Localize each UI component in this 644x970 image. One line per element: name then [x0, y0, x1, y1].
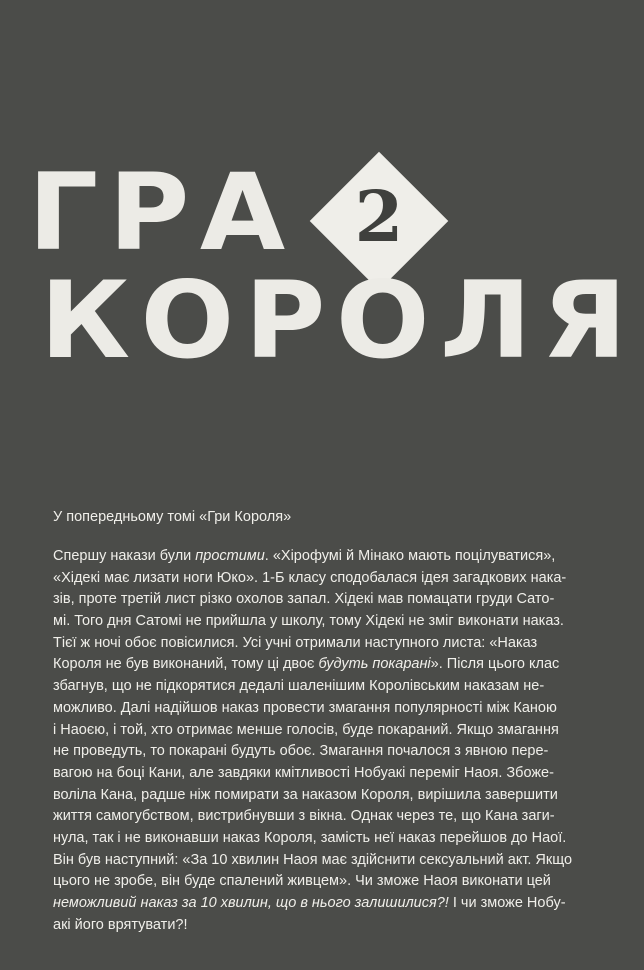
summary-line [53, 806, 613, 828]
summary-emphasis: простими [195, 548, 265, 564]
summary-text-run: І чи зможе Нобу- [448, 895, 566, 911]
summary-text-run: збагнув, що не підкорятися дедалі шаленішим Королівським наказам не- [53, 678, 545, 695]
title-line-1: ГРА [28, 151, 296, 274]
summary-text-run: акі його врятувати?! [53, 916, 188, 933]
summary-text-run: воліла Кана, радше ніж помирати за наказом Короля, вирішила завершити [53, 786, 558, 803]
summary-text-run: Він був наступний: «За 10 хвилин Наоя має здійснити сексуальний акт. Якщо [53, 851, 573, 868]
summary-line [53, 915, 613, 937]
summary-text-run: нула, так і не виконавши наказ Короля, замість неї наказ перейшов до Наої. [53, 829, 567, 846]
summary-line [53, 633, 613, 655]
summary-line [53, 654, 613, 676]
summary-text-run: і Наоєю, і той, хто отримає менше голосів, буде покараний. Якщо змагання [53, 721, 559, 738]
summary-line [53, 893, 613, 915]
summary-text-run: можливо. Далі надійшов наказ провести змагання популярності між Каною [53, 699, 557, 716]
summary-line [53, 720, 613, 742]
summary-text-run: не проведуть, то покарані будуть обоє. Змагання почалося з явною пере- [53, 743, 549, 760]
summary-line [53, 763, 613, 785]
summary-emphasis: неможливий наказ за 10 хвилин, що в нього залишилися?! [53, 895, 449, 911]
summary-line [53, 871, 613, 893]
summary-text-run: «Хідекі має лизати ноги Юко». 1-Б класу сподобалася ідея загадкових нака- [53, 569, 567, 586]
summary-text [53, 546, 613, 936]
summary-text-run: життя самогубством, вистрибнувши з вікна. Однак через те, що Кана заги- [53, 808, 555, 825]
summary-text-run: зів, проте третій лист різко охолов запал. Хідекі мав помацати груди Сато- [53, 591, 555, 608]
summary-line [53, 568, 613, 590]
summary-line [53, 850, 613, 872]
summary-line [53, 785, 613, 807]
summary-text-run: вагою на боці Кани, але завдяки кмітливості Нобуакі переміг Наоя. Збоже- [53, 764, 554, 781]
summary-line [53, 676, 613, 698]
summary-text-run: Спершу накази були [53, 548, 196, 564]
summary-line [53, 741, 613, 763]
summary-line [53, 546, 613, 568]
summary-text-run: цього не зробе, він буде спалений живцем». Чи зможе Наоя виконати цей [53, 873, 551, 890]
summary-line [53, 698, 613, 720]
summary-text-run: Короля не був виконаний, тому ці двоє [53, 656, 319, 673]
previous-volume-heading: У попередньому томі «Гри Короля» [53, 509, 292, 525]
summary-emphasis: будуть покарані [318, 656, 431, 673]
summary-text-run: мі. Того дня Сатомі не прийшла у школу, тому Хідекі не зміг виконати наказ. [53, 613, 564, 630]
summary-text-run: Тієї ж ночі обоє повісилися. Усі учні отримали наступного листа: «Наказ [53, 634, 538, 651]
summary-text-run: ». Після цього клас [430, 656, 560, 673]
summary-line [53, 589, 613, 611]
summary-line [53, 828, 613, 850]
volume-number: 2 [354, 175, 404, 258]
title-line-2: КОРОЛЯ [40, 259, 638, 382]
summary-text-run: . «Хірофумі й Мінако мають поцілуватися», [264, 548, 556, 564]
summary-line [53, 611, 613, 633]
